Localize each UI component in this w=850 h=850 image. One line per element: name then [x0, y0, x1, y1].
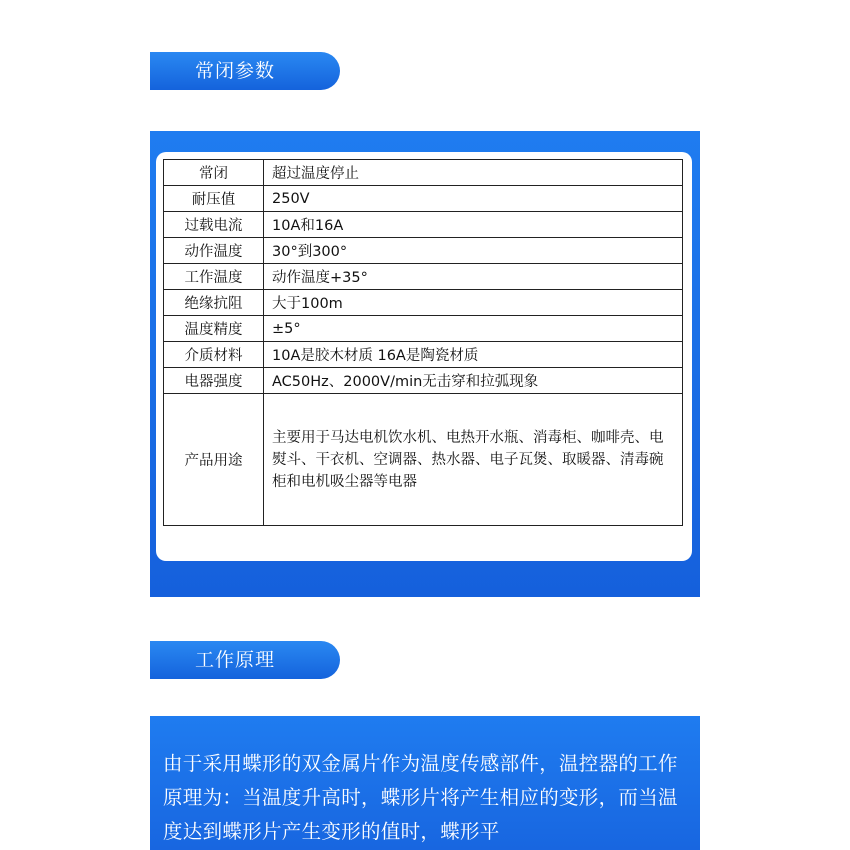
- table-row: [164, 186, 683, 212]
- section-title-params: 常闭参数: [150, 52, 340, 90]
- param-key: 产品用途: [164, 394, 264, 526]
- param-key: 常闭: [164, 160, 264, 186]
- table-row: [164, 290, 683, 316]
- params-table: [163, 159, 683, 526]
- param-value: 动作温度+35°: [264, 264, 683, 290]
- param-value: 30°到300°: [264, 238, 683, 264]
- param-key: 绝缘抗阻: [164, 290, 264, 316]
- table-row: [164, 264, 683, 290]
- param-value: 250V: [264, 186, 683, 212]
- principle-text: 由于采用蝶形的双金属片作为温度传感部件，温控器的工作原理为：当温度升高时，蝶形片将产生相应的变形，而当温度达到蝶形片产生变形的值时，蝶形平: [163, 752, 678, 843]
- param-key: 耐压值: [164, 186, 264, 212]
- table-row: [164, 160, 683, 186]
- section-title-principle: 工作原理: [150, 641, 340, 679]
- param-key: 过载电流: [164, 212, 264, 238]
- table-row: [164, 394, 683, 526]
- param-value: ±5°: [264, 316, 683, 342]
- table-row: [164, 238, 683, 264]
- param-value: 大于100m: [264, 290, 683, 316]
- param-key: 动作温度: [164, 238, 264, 264]
- table-row: [164, 316, 683, 342]
- param-key: 介质材料: [164, 342, 264, 368]
- table-row: [164, 342, 683, 368]
- param-value: 主要用于马达电机饮水机、电热开水瓶、消毒柜、咖啡壳、电熨斗、干衣机、空调器、热水器、电子瓦煲、取暖器、清毒碗柜和电机吸尘器等电器: [272, 429, 664, 490]
- param-value: 超过温度停止: [264, 160, 683, 186]
- table-row: [164, 212, 683, 238]
- param-value: 10A是胶木材质 16A是陶瓷材质: [264, 342, 683, 368]
- param-key: 温度精度: [164, 316, 264, 342]
- param-value: 10A和16A: [264, 212, 683, 238]
- param-value: AC50Hz、2000V/min无击穿和拉弧现象: [264, 368, 683, 394]
- param-value-cell: [264, 394, 683, 526]
- param-key: 电器强度: [164, 368, 264, 394]
- param-key: 工作温度: [164, 264, 264, 290]
- table-row: [164, 368, 683, 394]
